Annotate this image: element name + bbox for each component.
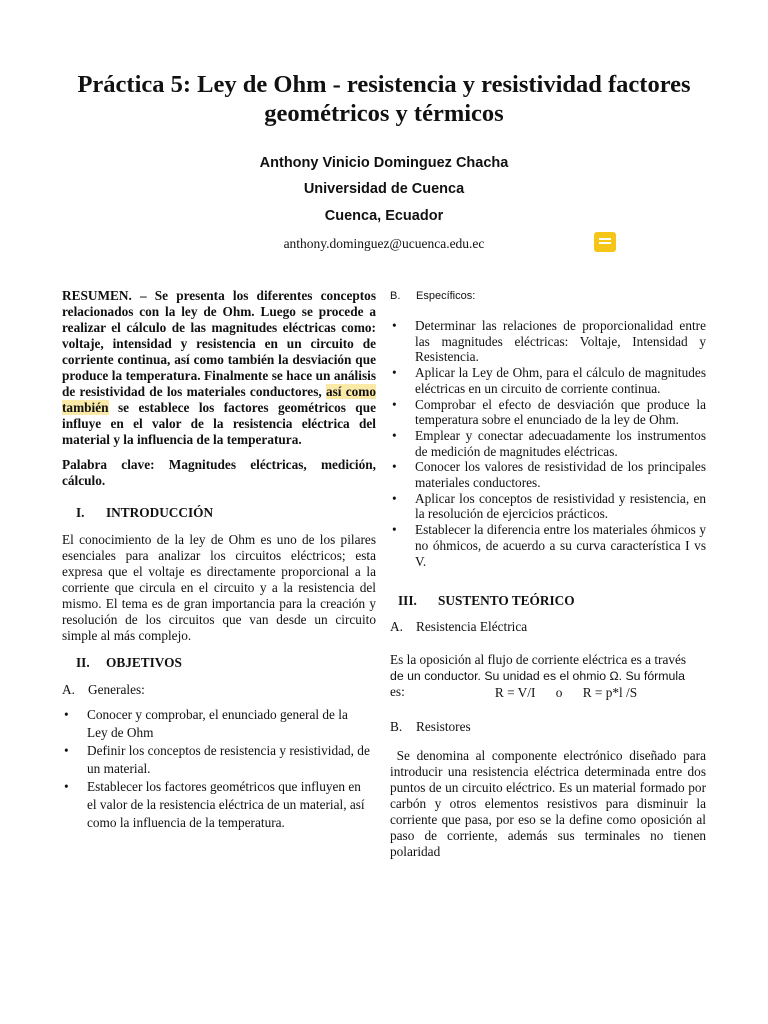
title-line-1: Práctica 5: Ley de Ohm - resistencia y resistividad factores <box>77 71 691 98</box>
list-item: • Determinar las relaciones de proporcionalidad entre las magnitudes eléctricas: Voltaje, Intensidad y Resistencia. <box>390 318 706 365</box>
section-title: INTRODUCCIÓN <box>106 505 214 520</box>
list-item: • Conocer los valores de resistividad de los principales materiales conductores. <box>390 459 706 490</box>
author-affiliation: Universidad de Cuenca <box>303 181 465 197</box>
left-column <box>62 288 376 832</box>
subsection-title: Generales: <box>88 682 145 697</box>
paragraph-text: es: <box>390 684 405 700</box>
title-line-2: geométricos y térmicos <box>264 100 504 127</box>
section-heading-objetivos <box>62 655 376 671</box>
list-item: • Establecer la diferencia entre los materiales óhmicos y no óhmicos, de acuerdo a su curva característica I vs V. <box>390 522 706 569</box>
keywords: Palabra clave: Magnitudes eléctricas, medición, cálculo. <box>62 457 376 488</box>
subsection-generales <box>62 682 376 698</box>
section-title: OBJETIVOS <box>106 655 182 670</box>
right-column <box>390 288 710 860</box>
subsection-number: B. <box>390 719 403 735</box>
section-number: I. <box>76 505 85 520</box>
subsection-title: Específicos: <box>416 290 476 302</box>
list-item: • Aplicar la Ley de Ohm, para el cálculo de magnitudes eléctricas en un circuito de corriente continua. <box>390 365 706 396</box>
section-heading-sustento-teorico <box>390 593 706 609</box>
abstract-text-end: se establece los factores geométricos que influye en el valor de la resistencia eléctrica del material y la influencia de la temperatura. <box>62 400 376 447</box>
subsection-especificos <box>390 288 706 304</box>
list-item: • Comprobar el efecto de desviación que produce la temperatura sobre el enunciado de la ley de Ohm. <box>390 397 706 428</box>
abstract-text: RESUMEN. – Se presenta los diferentes conceptos relacionados con la ley de Ohm. Luego se procede a realizar el cálculo de las magnitudes eléctricas como: voltaje, intensidad y resistencia en un circuito de corriente continua, así como también la desviación que produce la temperatura. Finalmente se hace un análisis de resistividad de los materiales conductores, <box>62 288 376 399</box>
list-item: • Definir los conceptos de resistencia y resistividad, de un material. <box>62 742 376 778</box>
list-item: • Establecer los factores geométricos que influyen en el valor de la resistencia eléctrica de un material, así como la influencia de la temperatura. <box>62 778 376 832</box>
general-objectives-list <box>62 706 376 832</box>
paragraph-text: Es la oposición al flujo de corriente eléctrica es a través <box>390 652 687 668</box>
specific-objectives-list <box>390 318 706 569</box>
comment-icon[interactable] <box>594 232 616 252</box>
list-item: • Emplear y conectar adecuadamente los instrumentos de medición de magnitudes eléctricas. <box>390 428 706 459</box>
subsection-resistores <box>390 719 706 735</box>
resistores-paragraph: Se denomina al componente electrónico diseñado para introducir una resistencia eléctrica determinada entre dos puntos de un circuito eléctrico. Es un material formado por carbón y otros elementos resistivos para disminuir la corriente que pasa, por eso se la define como oposición al paso de corriente, además sus terminales no tienen polaridad <box>390 748 710 860</box>
section-title: SUSTENTO TEÓRICO <box>438 593 575 609</box>
subsection-title: Resistores <box>416 719 471 735</box>
subsection-number: B. <box>390 290 401 302</box>
author-location: Cuenca, Ecuador <box>324 208 444 224</box>
author-name: Anthony Vinicio Dominguez Chacha <box>259 155 509 171</box>
subsection-number: A. <box>62 682 75 697</box>
intro-paragraph: El conocimiento de la ley de Ohm es uno de los pilares esenciales para analizar los circuitos eléctricos; esta expresa que el voltaje es directamente proporcional a la corriente que circula en el circuito y a la resistencia del mismo. El tema es de gran importancia para la creación y resolución de los circuitos que van desde un circuito simple al más complejo. <box>62 532 376 643</box>
section-number: III. <box>398 593 417 609</box>
list-item: • Conocer y comprobar, el enunciado general de la Ley de Ohm <box>62 706 376 742</box>
formula-left: R = V/I <box>494 685 536 701</box>
abstract-highlight[interactable]: así como también <box>62 384 376 415</box>
ohm-formula <box>390 685 706 701</box>
paragraph-text-sans: de un conductor. Su unidad es el ohmio Ω. Su fórmula <box>390 669 685 684</box>
formula-right: R = p*l /S <box>582 685 638 701</box>
section-heading-introduccion <box>62 505 376 521</box>
paper-title <box>40 70 728 128</box>
section-number: II. <box>76 655 90 670</box>
abstract <box>62 288 376 448</box>
subsection-number: A. <box>390 619 403 635</box>
subsection-resistencia-electrica <box>390 619 706 635</box>
formula-or: o <box>555 685 563 701</box>
subsection-title: Resistencia Eléctrica <box>416 619 528 635</box>
list-item: • Aplicar los conceptos de resistividad y resistencia, en la resolución de ejercicios prácticos. <box>390 491 706 522</box>
author-email: anthony.dominguez@ucuenca.edu.ec <box>283 236 485 251</box>
